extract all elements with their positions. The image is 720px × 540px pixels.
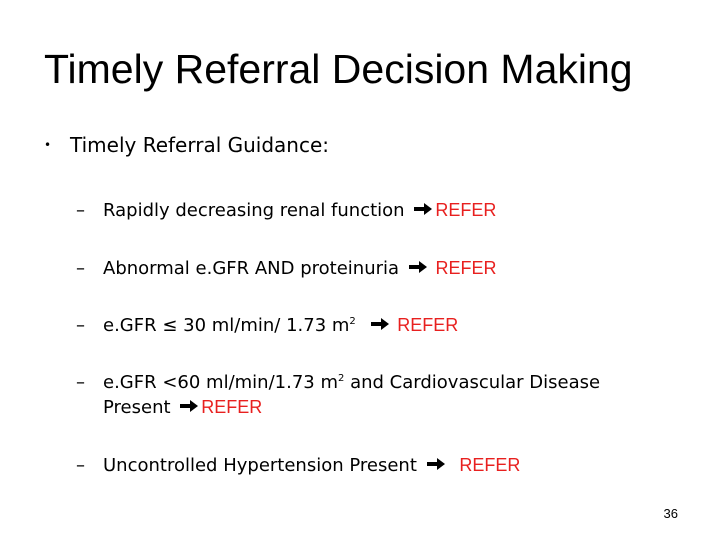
right-arrow-icon — [370, 317, 390, 331]
superscript: 2 — [337, 373, 345, 384]
refer-label: REFER — [201, 397, 263, 417]
main-bullet-text: Timely Referral Guidance: — [70, 133, 330, 157]
sub-bullet-text: e.GFR ≤ 30 ml/min/ 1.73 m — [103, 315, 350, 336]
refer-label: REFER — [397, 315, 459, 335]
sub-bullet-text: Abnormal e.GFR AND proteinuria — [103, 258, 400, 279]
sub-bullet-text-cont: and Cardiovascular Disease — [344, 372, 601, 393]
sub-bullet-2 — [76, 256, 497, 281]
sub-bullet-1 — [76, 198, 496, 223]
page-number: 36 — [663, 506, 678, 521]
right-arrow-icon — [408, 260, 428, 274]
refer-label: REFER — [435, 258, 497, 278]
sub-bullet-text: e.GFR <60 ml/min/1.73 m — [103, 372, 338, 393]
sub-bullet-text: Present — [103, 397, 171, 418]
dash-glyph: – — [76, 372, 85, 393]
refer-label: REFER — [435, 200, 497, 220]
dash-glyph: – — [76, 200, 85, 221]
sub-bullet-5 — [76, 453, 520, 478]
sub-bullet-text: Uncontrolled Hypertension Present — [103, 455, 417, 476]
refer-label: REFER — [459, 455, 521, 475]
right-arrow-icon — [179, 399, 199, 413]
dash-glyph: – — [76, 258, 85, 279]
right-arrow-icon — [426, 457, 446, 471]
dash-glyph: – — [76, 455, 85, 476]
sub-bullet-4 — [76, 371, 600, 420]
dash-glyph: – — [76, 315, 85, 336]
slide-title: Timely Referral Decision Making — [44, 46, 633, 92]
right-arrow-icon — [413, 202, 433, 216]
superscript: 2 — [349, 316, 356, 327]
sub-bullet-line-2 — [76, 395, 600, 420]
bullet-glyph: • — [44, 137, 52, 152]
main-bullet — [44, 130, 329, 162]
sub-bullet-text: Rapidly decreasing renal function — [103, 200, 405, 221]
sub-bullet-3 — [76, 313, 458, 338]
